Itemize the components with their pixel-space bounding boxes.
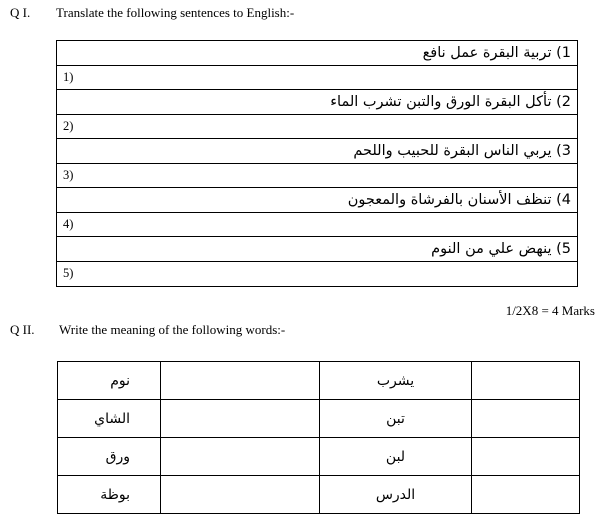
q1-heading (10, 5, 410, 21)
q2-answer-cell[interactable] (472, 362, 580, 400)
q1-sentence-5: 5) ينهض علي من النوم (57, 237, 577, 262)
q1-answer-4[interactable] (57, 213, 577, 237)
q2-instruction: Write the meaning of the following words:- (59, 322, 286, 337)
q2-row-1 (58, 362, 580, 400)
q2-word-right: يشرب (320, 362, 472, 400)
q1-answer-2[interactable] (57, 115, 577, 139)
q2-word-left: ورق (58, 438, 161, 476)
q2-word-right: لبن (320, 438, 472, 476)
q2-answer-cell[interactable] (472, 438, 580, 476)
q2-number: Q II. (10, 322, 35, 337)
q2-answer-cell[interactable] (161, 476, 320, 514)
q2-answer-cell[interactable] (161, 438, 320, 476)
q1-answer-5-label: 5) (63, 266, 74, 280)
q2-answer-cell[interactable] (161, 400, 320, 438)
q2-row-3 (58, 438, 580, 476)
q2-row-2 (58, 400, 580, 438)
q2-answer-cell[interactable] (161, 362, 320, 400)
q1-answer-1-label: 1) (63, 70, 74, 84)
q1-marks: 1/2X8 = 4 Marks (505, 303, 595, 318)
q1-sentence-3: 3) يربي الناس البقرة للحبيب واللحم (57, 139, 577, 164)
q2-word-left: نوم (58, 362, 161, 400)
q1-sentence-4: 4) تنظف الأسنان بالفرشاة والمعجون (57, 188, 577, 213)
q1-answer-4-label: 4) (63, 217, 74, 231)
q2-vocabulary-table (57, 361, 580, 514)
q2-answer-cell[interactable] (472, 400, 580, 438)
q1-answer-5[interactable] (57, 262, 577, 286)
q2-row-4 (58, 476, 580, 514)
q1-answer-3[interactable] (57, 164, 577, 188)
q1-instruction: Translate the following sentences to English:- (56, 5, 295, 20)
q1-answer-1[interactable] (57, 66, 577, 90)
q1-sentence-1: 1) تربية البقرة عمل نافع (57, 41, 577, 66)
q2-word-left: بوظة (58, 476, 161, 514)
q1-number: Q I. (10, 5, 31, 20)
q2-word-right: الدرس (320, 476, 472, 514)
q1-translation-table (56, 40, 578, 287)
q1-answer-3-label: 3) (63, 168, 74, 182)
q1-sentence-2: 2) تأكل البقرة الورق والتبن تشرب الماء (57, 90, 577, 115)
q2-word-left: الشاي (58, 400, 161, 438)
q2-heading (10, 322, 410, 338)
q2-answer-cell[interactable] (472, 476, 580, 514)
q1-answer-2-label: 2) (63, 119, 74, 133)
q2-word-right: تبن (320, 400, 472, 438)
